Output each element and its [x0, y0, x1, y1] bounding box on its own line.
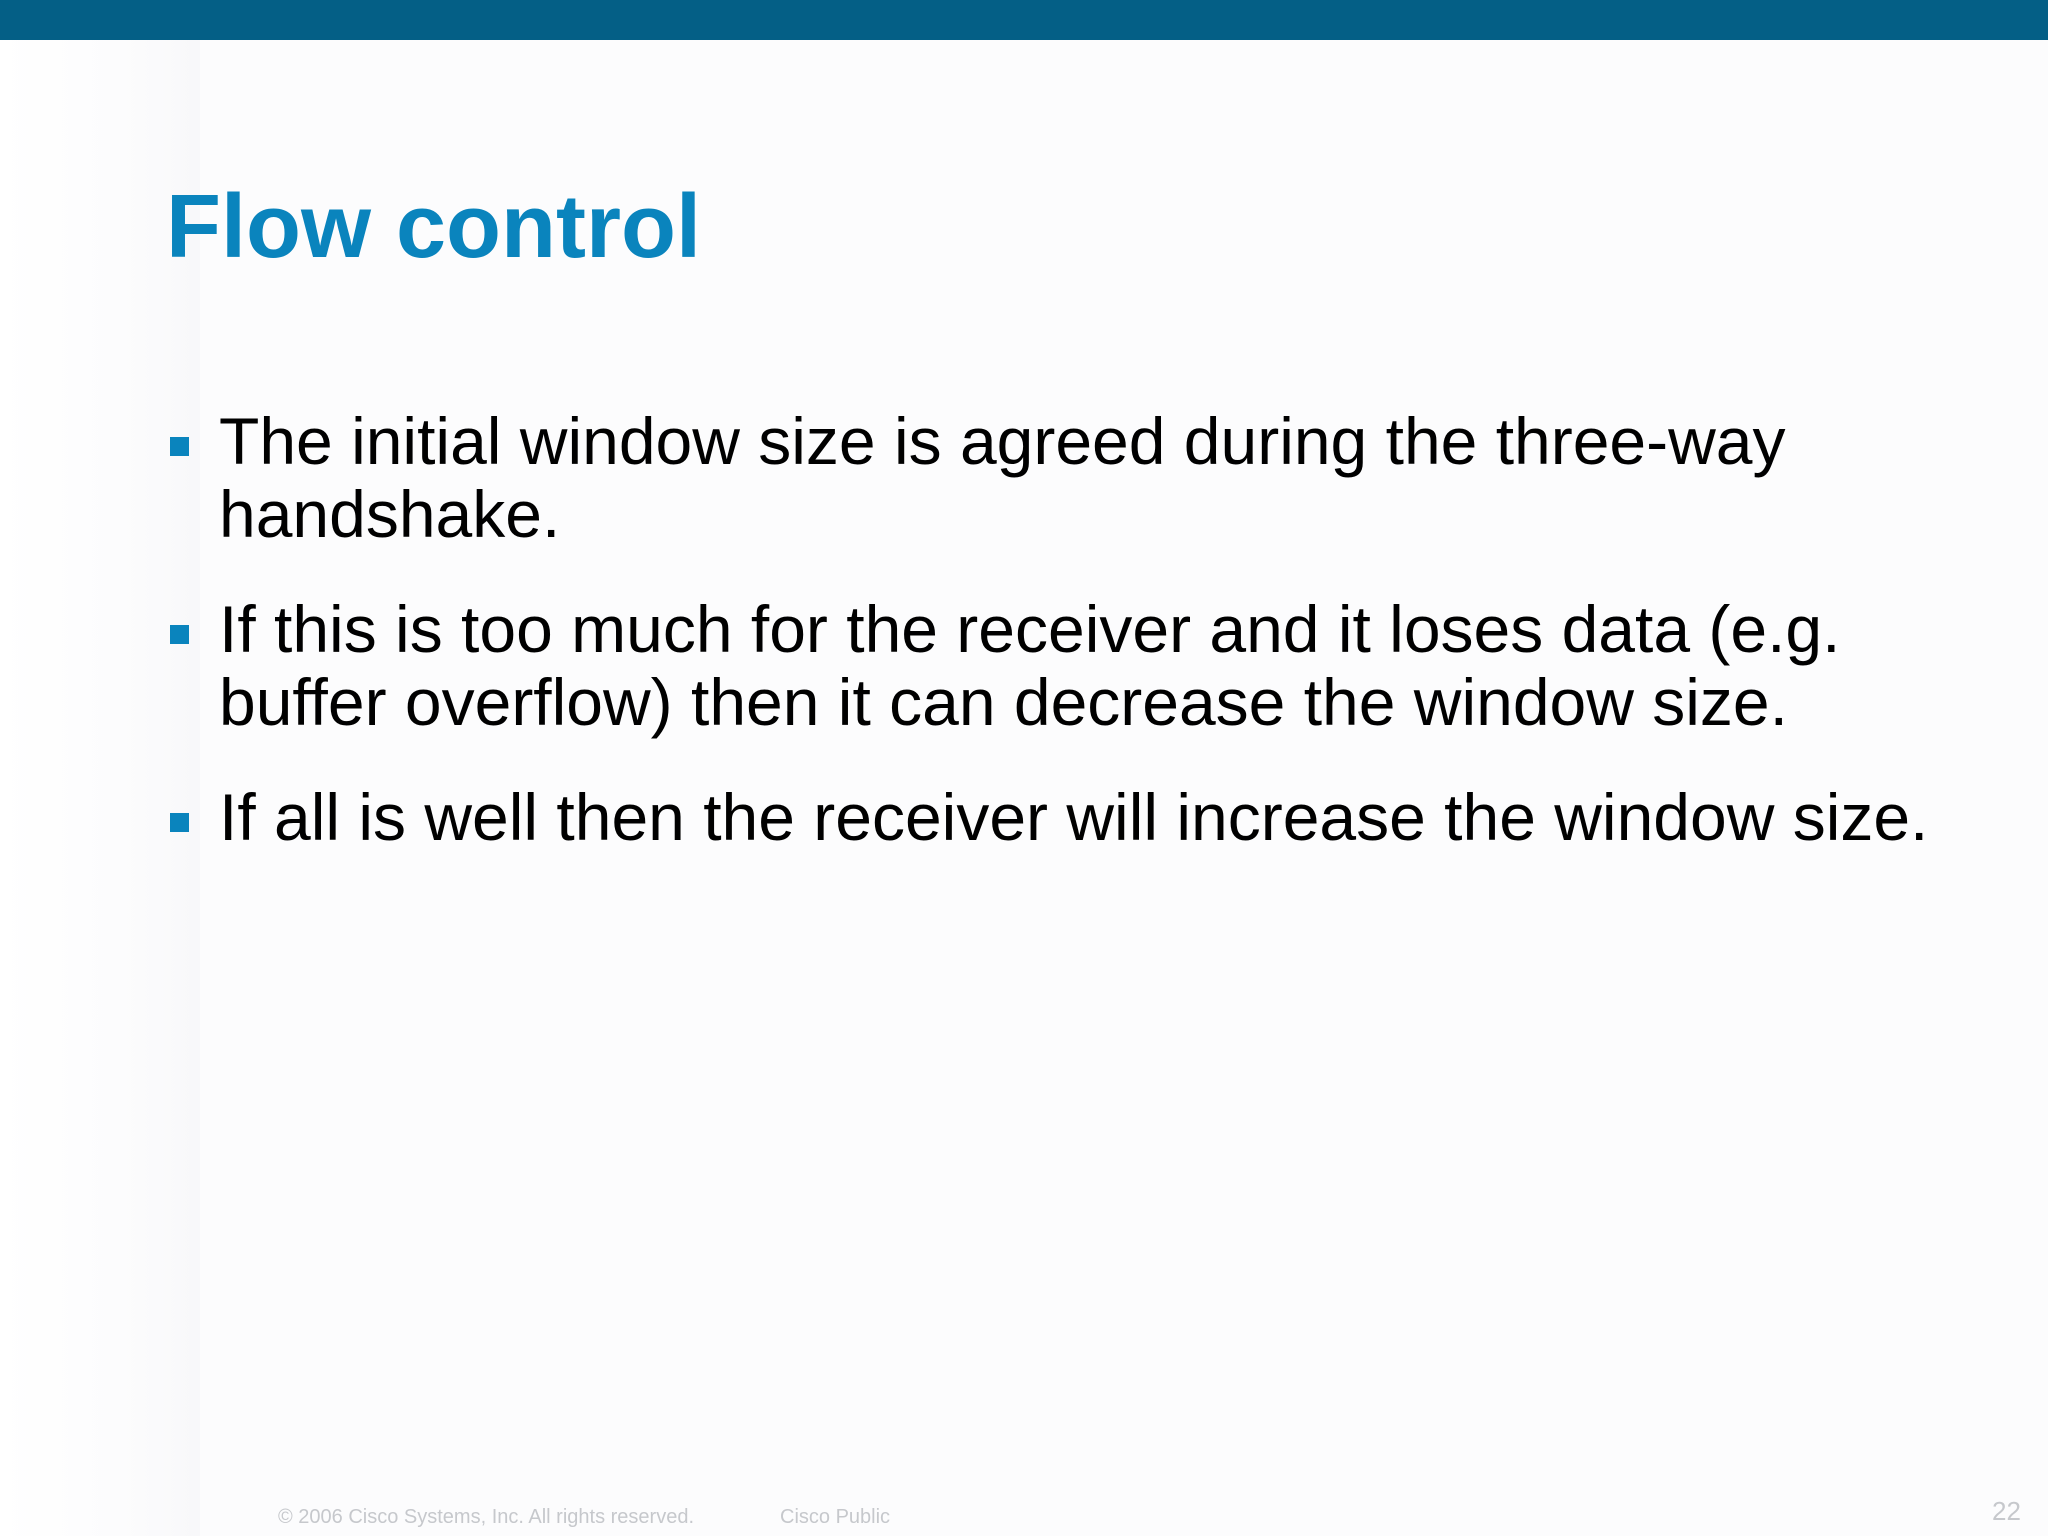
footer-copyright: © 2006 Cisco Systems, Inc. All rights reserved.: [278, 1506, 695, 1528]
footer-classification: Cisco Public: [780, 1506, 891, 1528]
square-bullet-icon: [170, 813, 189, 832]
bullet-item: [170, 405, 1930, 551]
bullet-text: The initial window size is agreed during the three-way handshake.: [219, 404, 1786, 551]
header-bar: [0, 0, 2048, 40]
slide-title: Flow control: [166, 177, 701, 277]
page-number: 22: [1992, 1496, 2021, 1526]
square-bullet-icon: [170, 437, 189, 456]
bullet-item: [170, 593, 1930, 739]
bullet-text: If this is too much for the receiver and it loses data (e.g. buffer overflow) then it can decrease the window size.: [219, 592, 1841, 739]
bullet-item: [170, 781, 1930, 854]
square-bullet-icon: [170, 625, 189, 644]
bullet-text: If all is well then the receiver will increase the window size.: [219, 780, 1929, 854]
bullet-list: [170, 405, 1930, 896]
